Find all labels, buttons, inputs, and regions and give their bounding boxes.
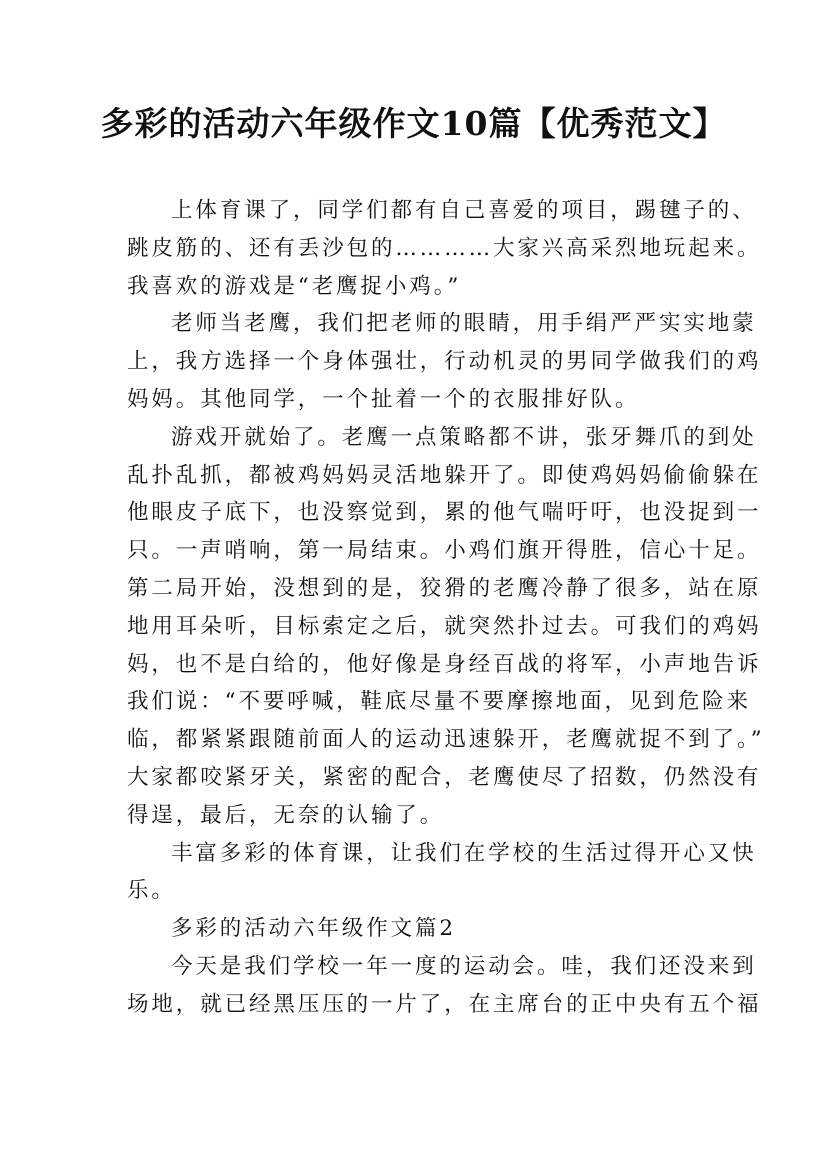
text-line: 场地，就已经黑压压的一片了，在主席台的正中央有五个福: [127, 991, 762, 1017]
paragraph-3: [127, 419, 765, 835]
paragraph-1: [127, 192, 762, 305]
text-line: 临，都紧紧跟随前面人的运动迅速躲开，老鹰就捉不到了。”: [127, 727, 765, 753]
section-heading: [127, 910, 713, 948]
text-line: 上，我方选择一个身体强壮，行动机灵的男同学做我们的鸡: [127, 349, 762, 375]
text-line: 丰富多彩的体育课，让我们在学校的生活过得开心又快: [171, 840, 757, 866]
text-line: 乐。: [127, 878, 176, 904]
text-line: 只。一声哨响，第一局结束。小鸡们旗开得胜，信心十足。: [127, 538, 762, 564]
text-line: 妈，也不是白给的，他好像是身经百战的将军，小声地告诉: [127, 651, 762, 677]
text-line: 我们说：“不要呼喊，鞋底尽量不要摩擦地面，见到危险来: [127, 689, 751, 715]
text-line: 游戏开就始了。老鹰一点策略都不讲，张牙舞爪的到处: [171, 424, 757, 450]
text-line: 乱扑乱抓，都被鸡妈妈灵活地躲开了。即使鸡妈妈偷偷躲在: [127, 462, 762, 488]
text-line: 妈妈。其他同学，一个扯着一个的衣服排好队。: [127, 386, 640, 412]
text-line: 上体育课了，同学们都有自己喜爱的项目，踢毽子的、: [171, 198, 757, 223]
text-line: 我喜欢的游戏是“老鹰捉小鸡。”: [127, 273, 462, 299]
text-line: 第二局开始，没想到的是，狡猾的老鹰冷静了很多，站在原: [127, 575, 762, 601]
text-line: 今天是我们学校一年一度的运动会。哇，我们还没来到: [171, 953, 757, 979]
text-line: 大家都咬紧牙关，紧密的配合，老鹰使尽了招数，仍然没有: [127, 764, 762, 790]
document-title: 多彩的活动六年级作文10篇【优秀范文】: [100, 104, 727, 143]
text-line: 他眼皮子底下，也没察觉到，累的他气喘吁吁，也没捉到一: [127, 500, 762, 526]
text-line: 地用耳朵听，目标索定之后，就突然扑过去。可我们的鸡妈: [127, 613, 762, 639]
document-body: [127, 192, 765, 1024]
paragraph-5: [127, 948, 762, 1024]
text-line: 老师当老鹰，我们把老师的眼睛，用手绢严严实实地蒙: [171, 311, 757, 337]
paragraph-2: [127, 305, 762, 418]
paragraph-4: [127, 835, 757, 911]
text-line: 得逞，最后，无奈的认输了。: [127, 802, 445, 828]
section-heading-text: 多彩的活动六年级作文篇2: [171, 916, 456, 942]
text-line: 跳皮筋的、还有丢沙包的…………大家兴高采烈地玩起来。: [127, 235, 762, 261]
